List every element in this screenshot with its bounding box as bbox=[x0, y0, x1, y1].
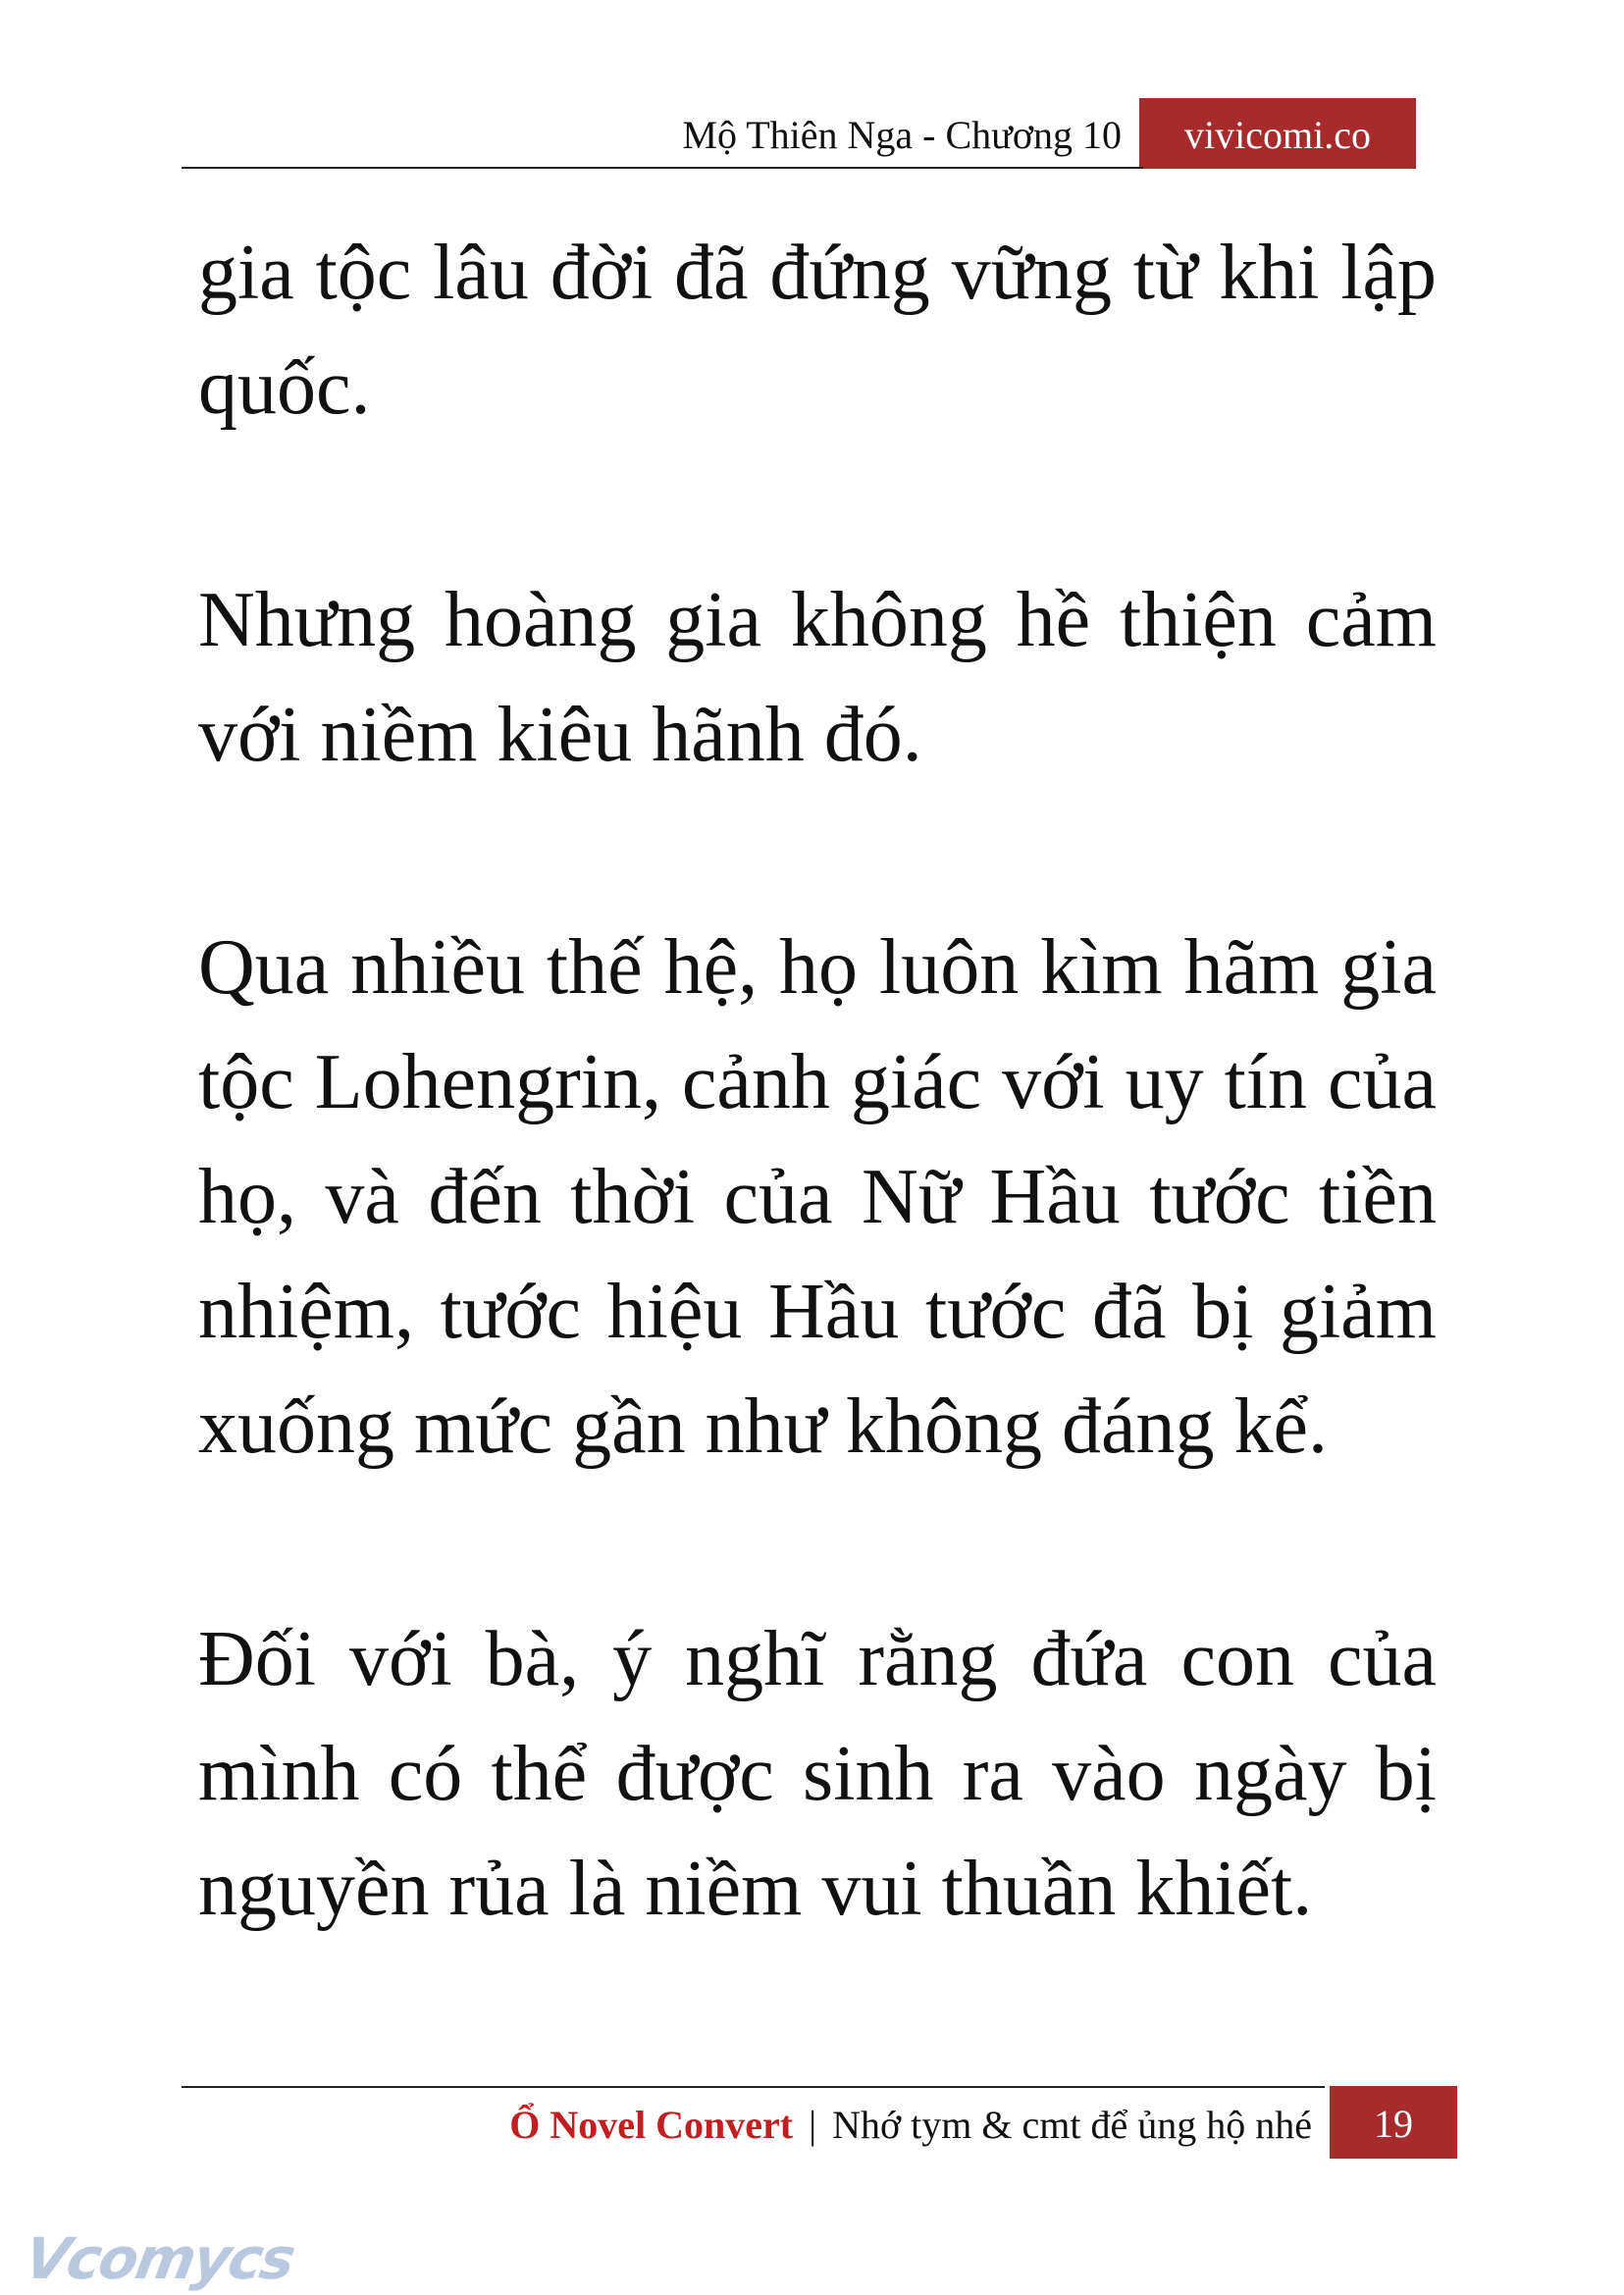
paragraph: Qua nhiều thế hệ, họ luôn kìm hãm gia tộc Lohengrin, cảnh giác với uy tín của họ, và đến thời của Nữ Hầu tước tiền nhiệm, tước hiệu Hầu tước đã bị giảm xuống mức gần như không đáng kể. bbox=[198, 924, 1437, 1470]
header-divider bbox=[182, 167, 1143, 169]
paragraph: Đối với bà, ý nghĩ rằng đứa con của mình có thể được sinh ra vào ngày bị nguyền rủa là niềm vui thuần khiết. bbox=[198, 1616, 1437, 1932]
site-badge[interactable]: vivicomi.co bbox=[1139, 98, 1416, 169]
paragraph: gia tộc lâu đời đã đứng vững từ khi lập quốc. bbox=[198, 230, 1437, 431]
chapter-title: Mộ Thiên Nga - Chương 10 bbox=[682, 113, 1122, 157]
footer-note: Nhớ tym & cmt để ủng hộ nhé bbox=[832, 2103, 1312, 2147]
watermark-logo: Vcomycs bbox=[20, 2225, 299, 2292]
page-header bbox=[182, 98, 1416, 169]
footer-brand[interactable]: Ổ Novel Convert bbox=[509, 2103, 794, 2147]
page-number: 19 bbox=[1330, 2086, 1457, 2159]
footer-separator: | bbox=[809, 2103, 817, 2147]
chapter-text bbox=[198, 216, 1437, 1947]
paragraph: Nhưng hoàng gia không hề thiện cảm với niềm kiêu hãnh đó. bbox=[198, 577, 1437, 778]
footer-credit bbox=[509, 2098, 1312, 2153]
page-footer bbox=[182, 2086, 1457, 2159]
footer-divider bbox=[182, 2086, 1325, 2088]
